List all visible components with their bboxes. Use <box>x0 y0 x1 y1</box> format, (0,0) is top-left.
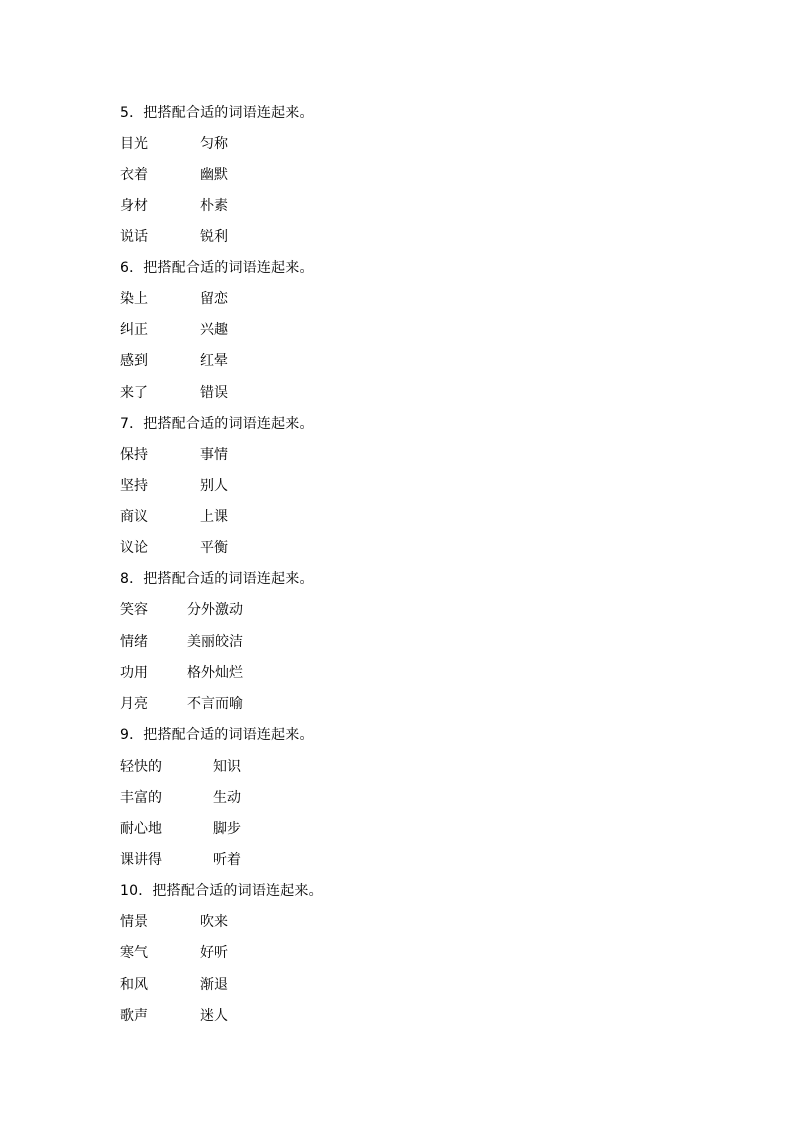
pair-right-word: 匀称 <box>200 136 228 152</box>
pair-right-word: 红晕 <box>200 353 228 369</box>
pair-right-word: 事情 <box>200 447 228 463</box>
question-6-pair-4 <box>120 383 720 403</box>
question-8-pair-4 <box>120 694 720 714</box>
pair-left-word: 感到 <box>120 353 148 369</box>
question-9-pair-2 <box>120 788 720 808</box>
question-10-pair-4 <box>120 1006 720 1026</box>
question-8-pair-1 <box>120 600 720 620</box>
pair-left-word: 笑容 <box>120 602 148 618</box>
pair-left-word: 功用 <box>120 665 148 681</box>
question-7-pair-2 <box>120 476 720 496</box>
question-7-pair-3 <box>120 507 720 527</box>
pair-right-word: 迷人 <box>200 1008 228 1024</box>
question-8-pair-2 <box>120 632 720 652</box>
pair-left-word: 寒气 <box>120 945 148 961</box>
question-8-title: 8．把搭配合适的词语连起来。 <box>120 571 314 587</box>
question-9-pair-3 <box>120 819 720 839</box>
pair-right-word: 平衡 <box>200 540 228 556</box>
pair-left-word: 月亮 <box>120 696 148 712</box>
pair-right-word: 朴素 <box>200 198 228 214</box>
pair-left-word: 耐心地 <box>120 821 162 837</box>
pair-right-word: 错误 <box>200 385 228 401</box>
pair-left-word: 轻快的 <box>120 759 162 775</box>
pair-left-word: 商议 <box>120 509 148 525</box>
pair-left-word: 议论 <box>120 540 148 556</box>
pair-left-word: 保持 <box>120 447 148 463</box>
pair-left-word: 坚持 <box>120 478 148 494</box>
question-6-pair-1 <box>120 289 720 309</box>
question-6-pair-3 <box>120 351 720 371</box>
pair-left-word: 纠正 <box>120 322 148 338</box>
question-10-pair-2 <box>120 943 720 963</box>
pair-left-word: 歌声 <box>120 1008 148 1024</box>
question-9-pair-1 <box>120 757 720 777</box>
pair-left-word: 目光 <box>120 136 148 152</box>
pair-left-word: 染上 <box>120 291 148 307</box>
pair-right-word: 美丽皎洁 <box>187 634 243 650</box>
pair-right-word: 留恋 <box>200 291 228 307</box>
pair-left-word: 衣着 <box>120 167 148 183</box>
pair-left-word: 来了 <box>120 385 148 401</box>
question-10-title: 10．把搭配合适的词语连起来。 <box>120 883 323 899</box>
pair-right-word: 别人 <box>200 478 228 494</box>
pair-left-word: 情景 <box>120 914 148 930</box>
pair-right-word: 吹来 <box>200 914 228 930</box>
pair-left-word: 说话 <box>120 229 148 245</box>
pair-right-word: 生动 <box>213 790 241 806</box>
pair-left-word: 身材 <box>120 198 148 214</box>
question-10-pair-3 <box>120 975 720 995</box>
pair-left-word: 课讲得 <box>120 852 162 868</box>
pair-left-word: 情绪 <box>120 634 148 650</box>
question-5-title: 5．把搭配合适的词语连起来。 <box>120 105 314 121</box>
question-7-title: 7．把搭配合适的词语连起来。 <box>120 416 314 432</box>
pair-right-word: 好听 <box>200 945 228 961</box>
pair-right-word: 知识 <box>213 759 241 775</box>
question-6-pair-2 <box>120 320 720 340</box>
pair-right-word: 分外激动 <box>187 602 243 618</box>
pair-right-word: 听着 <box>213 852 241 868</box>
pair-right-word: 脚步 <box>213 821 241 837</box>
question-5-pair-3 <box>120 196 720 216</box>
pair-right-word: 兴趣 <box>200 322 228 338</box>
pair-left-word: 和风 <box>120 977 148 993</box>
question-9-title: 9．把搭配合适的词语连起来。 <box>120 727 314 743</box>
pair-right-word: 锐利 <box>200 229 228 245</box>
pair-right-word: 渐退 <box>200 977 228 993</box>
question-5-pair-4 <box>120 227 720 247</box>
pair-left-word: 丰富的 <box>120 790 162 806</box>
question-7-pair-1 <box>120 445 720 465</box>
question-9-pair-4 <box>120 850 720 870</box>
question-5-pair-2 <box>120 165 720 185</box>
pair-right-word: 上课 <box>200 509 228 525</box>
question-5-pair-1 <box>120 134 720 154</box>
question-6-title: 6．把搭配合适的词语连起来。 <box>120 260 314 276</box>
pair-right-word: 不言而喻 <box>187 696 243 712</box>
pair-right-word: 格外灿烂 <box>187 665 243 681</box>
question-10-pair-1 <box>120 912 720 932</box>
question-8-pair-3 <box>120 663 720 683</box>
pair-right-word: 幽默 <box>200 167 228 183</box>
question-7-pair-4 <box>120 538 720 558</box>
